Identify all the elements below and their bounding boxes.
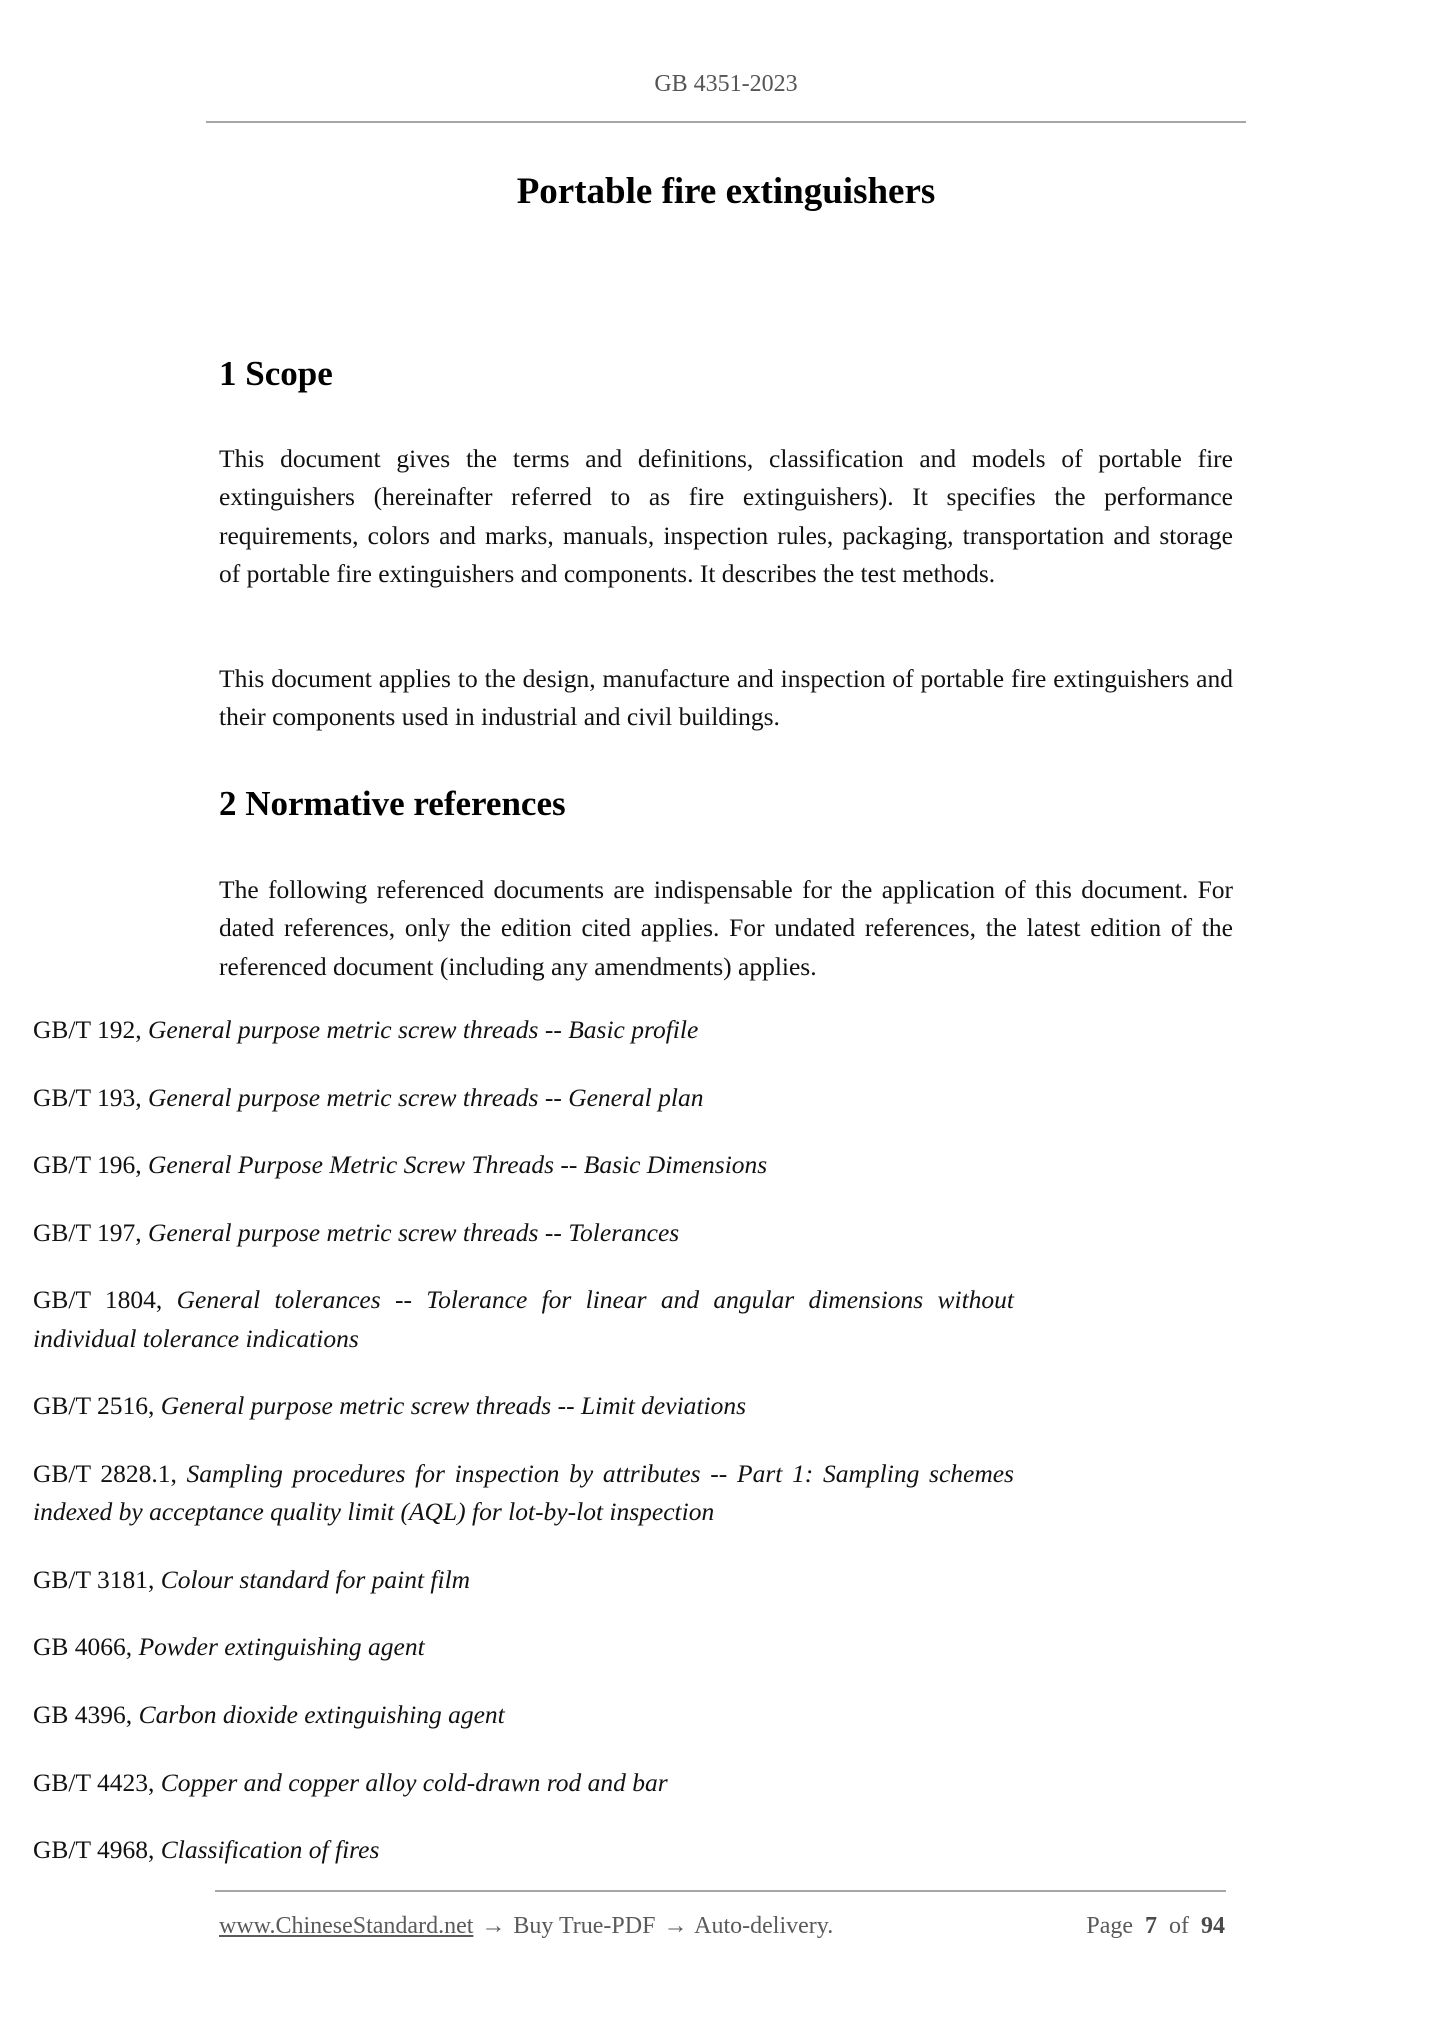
reference-code: GB/T 3181, [33, 1564, 161, 1594]
reference-code: GB/T 2516, [33, 1391, 161, 1421]
page-indicator [1086, 1911, 1225, 1941]
reference-code: GB/T 4968, [33, 1835, 161, 1865]
reference-item [33, 1079, 1014, 1117]
page-current: 7 [1145, 1913, 1157, 1939]
reference-code: GB 4066, [33, 1632, 139, 1662]
page-header [206, 70, 1246, 98]
reference-item [33, 1628, 1014, 1666]
reference-title: General tolerances -- Tolerance for linear and angular dimensions without individual tolerance indications [33, 1285, 1014, 1353]
arrow-right-icon: → [663, 1913, 688, 1939]
reference-code: GB 4396, [33, 1699, 139, 1729]
reference-title: General purpose metric screw threads -- Tolerances [148, 1217, 680, 1247]
reference-code: GB/T 1804, [33, 1285, 177, 1315]
reference-item [33, 1831, 1014, 1869]
reference-title: General purpose metric screw threads -- General plan [148, 1082, 704, 1112]
website-link[interactable]: www.ChineseStandard.net [219, 1913, 474, 1939]
reference-code: GB/T 193, [33, 1082, 148, 1112]
reference-item [33, 1387, 1014, 1425]
reference-item [33, 1455, 1014, 1532]
reference-code: GB/T 192, [33, 1015, 148, 1044]
reference-item [33, 1281, 1014, 1358]
reference-item [33, 1764, 1014, 1802]
reference-code: GB/T 196, [33, 1150, 148, 1180]
reference-title: General purpose metric screw threads -- Limit deviations [160, 1391, 746, 1421]
buy-pdf-text: Buy True-PDF [513, 1913, 656, 1939]
footer-promo [219, 1911, 833, 1941]
reference-title: Copper and copper alloy cold-drawn rod and bar [160, 1767, 668, 1797]
reference-title: General purpose metric screw threads -- Basic profile [148, 1015, 699, 1044]
reference-title: Powder extinguishing agent [138, 1632, 425, 1662]
footer-divider [215, 1890, 1226, 1892]
header-divider [206, 121, 1246, 123]
reference-code: GB/T 4423, [33, 1767, 161, 1797]
reference-code: GB/T 197, [33, 1217, 148, 1247]
document-title: Portable fire extinguishers [516, 171, 936, 212]
reference-item [33, 1561, 1014, 1599]
document-number: GB 4351-2023 [654, 71, 798, 97]
page-of-label: of [1169, 1913, 1189, 1939]
normative-reference-list [33, 1011, 1014, 1899]
reference-title: Sampling procedures for inspection by attributes -- Part 1: Sampling schemes indexed by acceptance quality limit (AQL) for lot-by-lot inspection [33, 1458, 1014, 1527]
reference-title: General Purpose Metric Screw Threads -- Basic Dimensions [148, 1150, 768, 1180]
section-heading-normative-references: 2 Normative references [219, 784, 566, 823]
reference-item [33, 1146, 1014, 1184]
page-total: 94 [1201, 1913, 1225, 1939]
normative-references-intro: The following referenced documents are indispensable for the application of this document. For dated references, only the edition cited applies. For undated references, the latest edition of the referenced document (including any amendments) applies. [219, 875, 1233, 981]
reference-item [33, 1214, 1014, 1252]
page-label: Page [1086, 1913, 1133, 1939]
reference-code: GB/T 2828.1, [33, 1458, 187, 1488]
reference-title: Carbon dioxide extinguishing agent [138, 1699, 505, 1729]
section-heading-scope: 1 Scope [219, 354, 333, 393]
arrow-right-icon: → [481, 1913, 506, 1939]
scope-paragraph-2: This document applies to the design, manufacture and inspection of portable fire extinguishers and their components used in industrial and civil buildings. [219, 664, 1233, 732]
reference-item [33, 1011, 1014, 1049]
reference-title: Classification of fires [160, 1835, 380, 1865]
reference-item [33, 1696, 1014, 1734]
scope-paragraph-1: This document gives the terms and definitions, classification and models of portable fire extinguishers (hereinafter referred to as fire extinguishers). It specifies the performance requirements, colors and marks, manuals, inspection rules, packaging, transportation and storage of portable fire extinguishers and components. It describes the test methods. [219, 444, 1233, 588]
reference-title: Colour standard for paint film [160, 1564, 471, 1594]
auto-delivery-text: Auto-delivery. [694, 1913, 834, 1939]
